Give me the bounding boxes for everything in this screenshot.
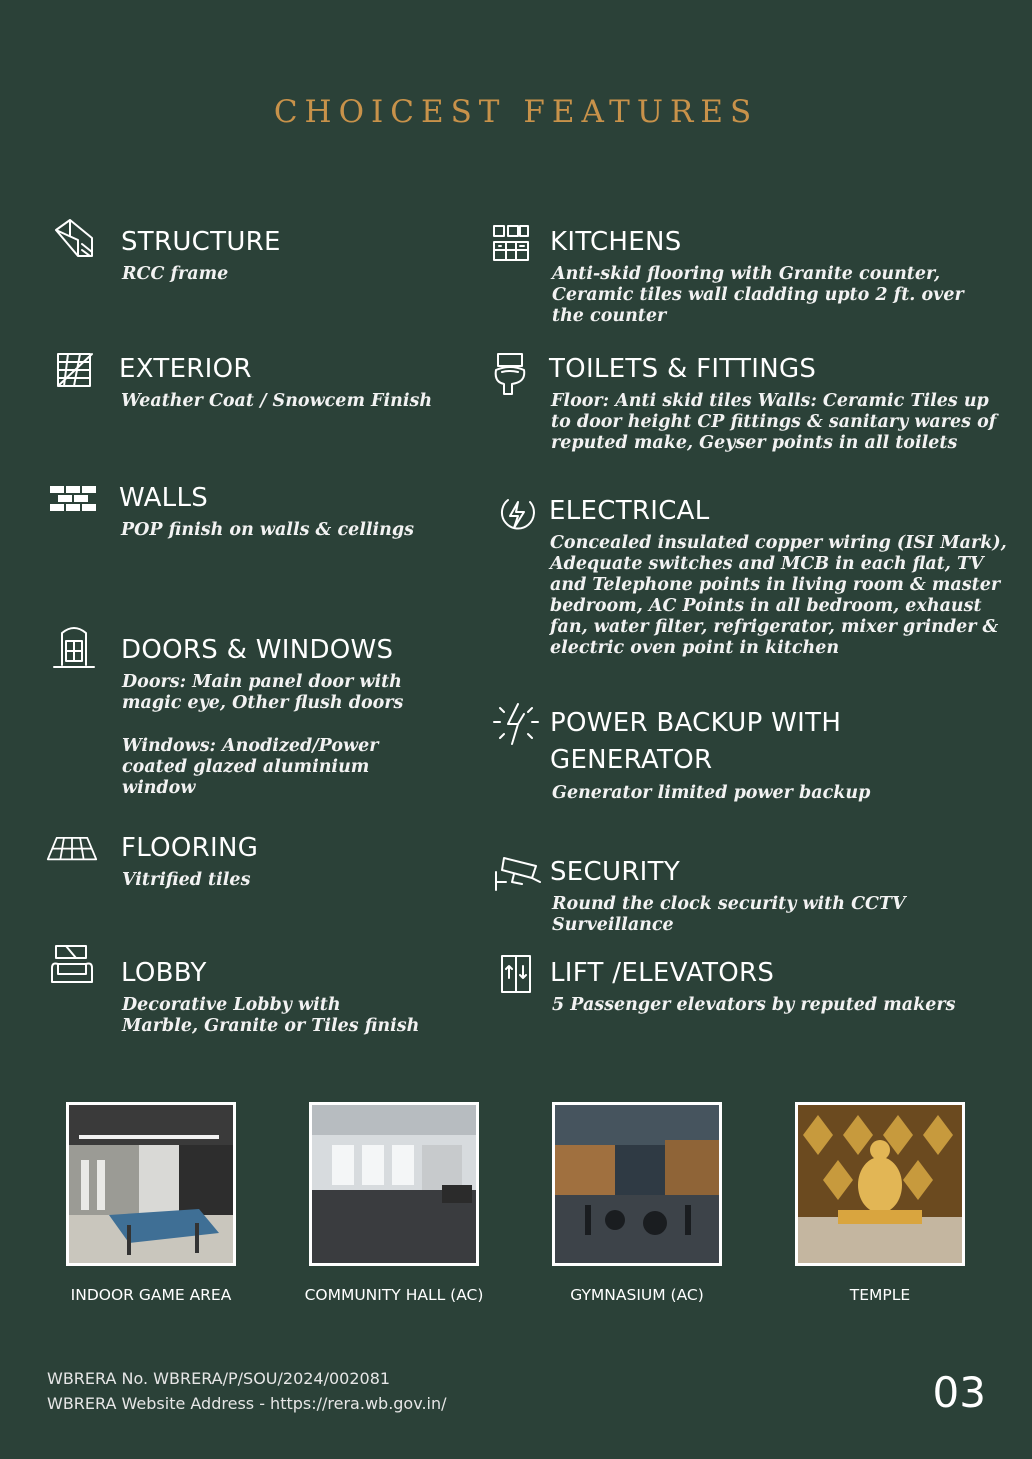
feature-description: Vitrified tiles [122, 870, 251, 890]
feature-title: LIFT /ELEVATORS [550, 958, 775, 988]
photo-caption: GYMNASIUM (AC) [570, 1286, 704, 1304]
page-number: 03 [932, 1368, 986, 1417]
feature-description: POP finish on walls & cellings [121, 520, 414, 540]
feature-title: WALLS [119, 483, 209, 513]
feature-title: FLOORING [121, 833, 259, 863]
feature-title: TOILETS & FITTINGS [549, 354, 817, 384]
feature-description: RCC frame [122, 264, 229, 284]
flooring-icon [46, 830, 98, 878]
temple-photo [795, 1102, 965, 1266]
structure-icon [52, 216, 104, 264]
electrical-icon [494, 492, 546, 540]
feature-title: LOBBY [121, 958, 207, 988]
feature-description: Concealed insulated copper wiring (ISI Mark), Adequate switches and MCB in each flat, TV and Telephone points in living room & master bedroom, AC Points in all bedroom, exhaust fan, water filter, refrigerator, mixer grinder & electric oven point in kitchen [550, 533, 1007, 658]
feature-description: Doors: Main panel door with magic eye, Other flush doors [122, 672, 404, 713]
feature-description: Decorative Lobby with Marble, Granite or Tiles finish [122, 995, 420, 1036]
cctv-icon [492, 852, 544, 900]
feature-description: Anti-skid flooring with Granite counter, Ceramic tiles wall cladding upto 2 ft. over the counter [552, 264, 964, 326]
photo-caption: COMMUNITY HALL (AC) [304, 1286, 484, 1304]
feature-title: ELECTRICAL [549, 496, 710, 526]
feature-title: STRUCTURE [121, 227, 281, 257]
feature-title: KITCHENS [550, 227, 682, 257]
feature-title: POWER BACKUP WITH [550, 708, 842, 738]
feature-description-windows: Windows: Anodized/Power coated glazed aluminium window [122, 736, 379, 798]
rera-number: WBRERA No. WBRERA/P/SOU/2024/002081 [47, 1369, 391, 1388]
community-hall-photo [309, 1102, 479, 1266]
kitchen-icon [490, 222, 542, 270]
photo-caption: TEMPLE [849, 1286, 911, 1304]
doors-windows-icon [52, 625, 104, 673]
lobby-icon [48, 942, 100, 990]
toilet-icon [490, 350, 542, 398]
gymnasium-photo [552, 1102, 722, 1266]
rera-website: WBRERA Website Address - https://rera.wb.gov.in/ [47, 1394, 447, 1413]
feature-title: DOORS & WINDOWS [121, 635, 394, 665]
feature-description: Floor: Anti skid tiles Walls: Ceramic Tiles up to door height CP fittings & sanitary wares of reputed make, Geyser points in all toilets [551, 391, 997, 453]
indoor-game-area-photo [66, 1102, 236, 1266]
feature-description: 5 Passenger elevators by reputed makers [552, 995, 956, 1015]
feature-title-line2: GENERATOR [550, 745, 713, 775]
feature-title: SECURITY [550, 857, 681, 887]
feature-description: Generator limited power backup [552, 783, 871, 803]
walls-icon [48, 480, 100, 528]
photo-caption: INDOOR GAME AREA [70, 1286, 232, 1304]
exterior-icon [52, 350, 104, 398]
feature-title: EXTERIOR [119, 354, 252, 384]
page-title: CHOICEST FEATURES [273, 94, 759, 130]
elevator-icon [496, 952, 548, 1000]
feature-description: Weather Coat / Snowcem Finish [121, 391, 433, 411]
power-backup-icon [490, 700, 542, 748]
feature-description: Round the clock security with CCTV Surveillance [552, 894, 906, 935]
